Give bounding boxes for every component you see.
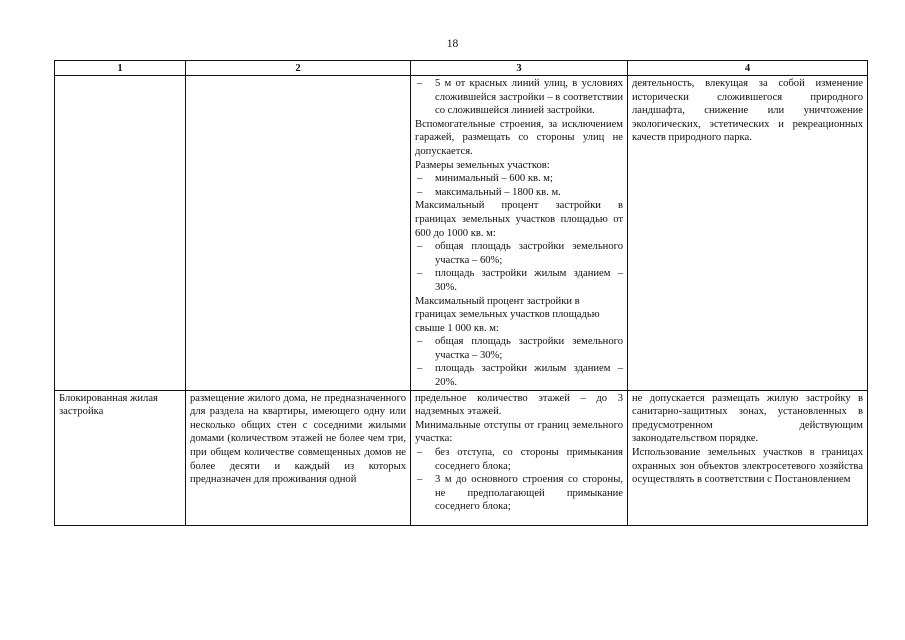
- coverage-heading-over-1000: Максимальный процент застройки в границах земельных участков площадью свыше 1 000 кв. м:: [415, 295, 600, 334]
- zoning-regulations-table: [54, 60, 868, 526]
- row2-description-cell: [186, 390, 411, 525]
- row2-use-type-cell: [55, 390, 186, 525]
- column-header-3: 3: [411, 61, 628, 76]
- row1-restrictions-cell: деятельность, влекущая за собой изменение исторически сложившегося природного ландшафта, снижение или уничтожение экологических, эстетических и рекреационных качеств природного парка.: [628, 76, 868, 391]
- row1-description-cell: [186, 76, 411, 391]
- coverage-heading-600-1000: Максимальный процент застройки в границах земельных участков площадью от 600 до 1000 кв. м:: [415, 200, 623, 239]
- description-text: размещение жилого дома, не предназначенного для раздела на квартиры, имеющего одну или несколько общих стен с соседними жилыми домами (количеством этажей не более чем три, при общем количестве совмещенных домов не более десяти и каждый из которых предназначен для проживания одной: [190, 392, 406, 486]
- auxiliary-buildings-text: Вспомогательные строения, за исключением гаражей, размещать со стороны улиц не допускается.: [415, 118, 623, 157]
- row1-parameters-cell: [411, 76, 628, 391]
- floors-limit-text: предельное количество этажей – до 3 надземных этажей.: [415, 392, 623, 418]
- three-meter-setback-list-item: – 3 м до основного строения со стороны, не предполагающей примыкание соседнего блока;: [415, 473, 623, 514]
- setback-list-item: – 5 м от красных линий улиц, в условиях сложившейся застройки – в соответствии со сложившейся линией застройки.: [415, 77, 623, 118]
- row2-parameters-cell: [411, 390, 628, 525]
- max-size-list-item: – максимальный – 1800 кв. м.: [415, 186, 623, 200]
- house-coverage-list-item: – площадь застройки жилым зданием – 20%.: [415, 362, 623, 389]
- table-row: [55, 76, 868, 391]
- use-type-text: Блокированная жилая застройка: [59, 392, 158, 418]
- table-header-row: [55, 61, 868, 76]
- min-size-list-item: – минимальный – 600 кв. м;: [415, 172, 623, 186]
- restrictions-content: [632, 392, 863, 525]
- plot-sizes-heading: Размеры земельных участков:: [415, 159, 550, 171]
- column-header-1: 1: [55, 61, 186, 76]
- no-setback-list-item: – без отступа, со стороны примыкания соседнего блока;: [415, 446, 623, 473]
- total-coverage-list-item: – общая площадь застройки земельного участка – 30%;: [415, 335, 623, 362]
- row2-restrictions-cell: [628, 390, 868, 525]
- page-number: 18: [446, 38, 459, 50]
- row1-use-type-cell: [55, 76, 186, 391]
- house-coverage-list-item: – площадь застройки жилым зданием – 30%.: [415, 267, 623, 294]
- total-coverage-list-item: – общая площадь застройки земельного участка – 60%;: [415, 240, 623, 267]
- power-grid-zone-text: Использование земельных участков в границах охранных зон объектов электросетевого хозяйства осуществлять в соответствии с Постановлением: [632, 447, 863, 486]
- table-row: [55, 390, 868, 525]
- column-header-4: 4: [628, 61, 868, 76]
- parameters-content: [415, 392, 623, 525]
- column-header-2: 2: [186, 61, 411, 76]
- sanitary-zone-text: не допускается размещать жилую застройку в санитарно-защитных зонах, установленных в предусмотренном действующим законодательством порядке.: [632, 392, 863, 445]
- setbacks-heading: Минимальные отступы от границ земельного участка:: [415, 419, 623, 445]
